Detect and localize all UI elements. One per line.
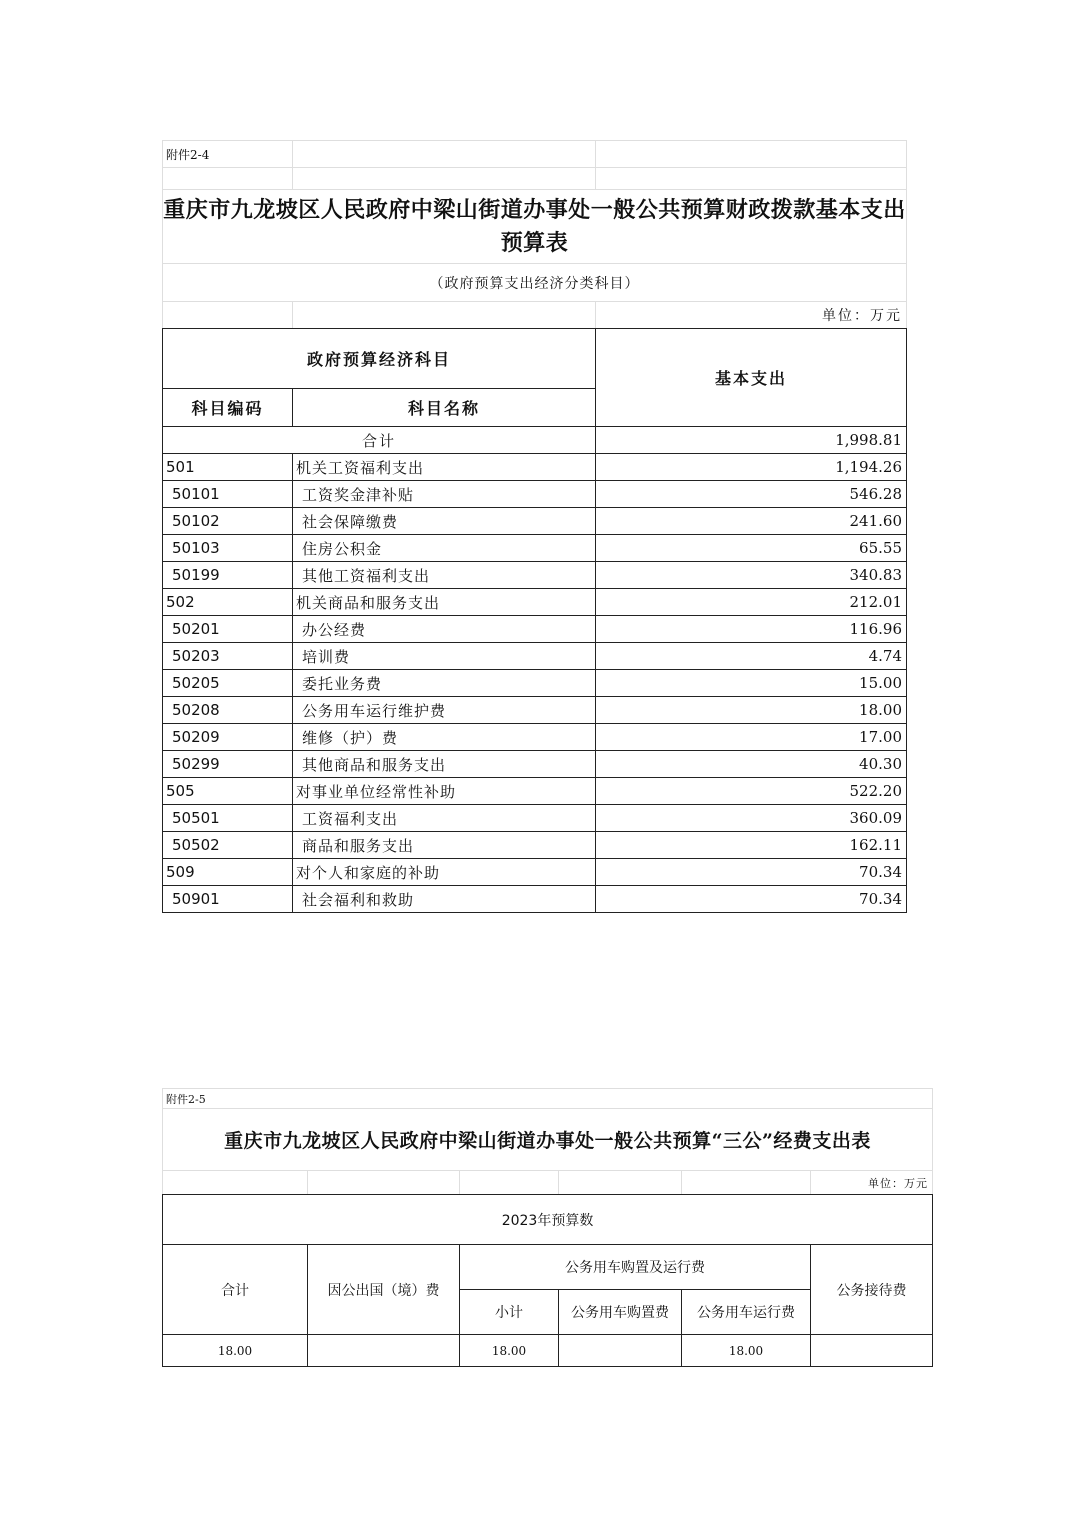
table-row bbox=[163, 562, 907, 589]
total-label: 合计 bbox=[163, 427, 596, 454]
subject-code: 50501 bbox=[163, 805, 293, 832]
value-subtotal: 18.00 bbox=[460, 1335, 559, 1367]
subject-name: 社会保障缴费 bbox=[293, 508, 596, 535]
subject-code: 50203 bbox=[163, 643, 293, 670]
table-row bbox=[163, 859, 907, 886]
table-title: 重庆市九龙坡区人民政府中梁山街道办事处一般公共预算“三公”经费支出表 bbox=[163, 1109, 933, 1171]
subject-code: 50208 bbox=[163, 697, 293, 724]
value-abroad bbox=[308, 1335, 460, 1367]
subject-code: 509 bbox=[163, 859, 293, 886]
expense-value: 360.09 bbox=[596, 805, 907, 832]
table-row bbox=[163, 481, 907, 508]
table-row bbox=[163, 805, 907, 832]
expense-value: 18.00 bbox=[596, 697, 907, 724]
subject-code: 502 bbox=[163, 589, 293, 616]
table-title: 重庆市九龙坡区人民政府中梁山街道办事处一般公共预算财政拨款基本支出预算表 bbox=[163, 190, 907, 264]
table-row bbox=[163, 454, 907, 481]
table-row bbox=[163, 751, 907, 778]
table-row bbox=[163, 589, 907, 616]
expense-value: 4.74 bbox=[596, 643, 907, 670]
table-row bbox=[163, 832, 907, 859]
subject-name: 其他商品和服务支出 bbox=[293, 751, 596, 778]
subject-code: 50502 bbox=[163, 832, 293, 859]
subject-name: 工资奖金津补贴 bbox=[293, 481, 596, 508]
table-subtitle: （政府预算支出经济分类科目） bbox=[163, 264, 907, 302]
subject-code: 505 bbox=[163, 778, 293, 805]
subject-name: 机关商品和服务支出 bbox=[293, 589, 596, 616]
subject-name: 对事业单位经常性补助 bbox=[293, 778, 596, 805]
total-value: 1,998.81 bbox=[596, 427, 907, 454]
table-row bbox=[163, 616, 907, 643]
table-row bbox=[163, 697, 907, 724]
expense-value: 70.34 bbox=[596, 886, 907, 913]
table-row bbox=[163, 724, 907, 751]
header-vehicle-purchase: 公务用车购置费 bbox=[559, 1290, 682, 1335]
value-vehicle-operation: 18.00 bbox=[682, 1335, 811, 1367]
subject-name: 商品和服务支出 bbox=[293, 832, 596, 859]
header-total: 合计 bbox=[163, 1245, 308, 1335]
expense-value: 15.00 bbox=[596, 670, 907, 697]
subject-name: 机关工资福利支出 bbox=[293, 454, 596, 481]
value-reception bbox=[811, 1335, 933, 1367]
header-basic-expense: 基本支出 bbox=[596, 329, 907, 427]
table-row bbox=[163, 643, 907, 670]
expense-value: 70.34 bbox=[596, 859, 907, 886]
subject-name: 社会福利和救助 bbox=[293, 886, 596, 913]
expense-value: 40.30 bbox=[596, 751, 907, 778]
subject-code: 50209 bbox=[163, 724, 293, 751]
subject-name: 住房公积金 bbox=[293, 535, 596, 562]
unit-label: 单位：万元 bbox=[596, 302, 907, 329]
header-vehicle-expense: 公务用车购置及运行费 bbox=[460, 1245, 811, 1290]
header-reception-expense: 公务接待费 bbox=[811, 1245, 933, 1335]
subject-code: 50205 bbox=[163, 670, 293, 697]
subject-name: 办公经费 bbox=[293, 616, 596, 643]
total-row bbox=[163, 427, 907, 454]
table-row bbox=[163, 886, 907, 913]
subject-code: 50103 bbox=[163, 535, 293, 562]
expense-value: 546.28 bbox=[596, 481, 907, 508]
expense-value: 212.01 bbox=[596, 589, 907, 616]
header-budget-year: 2023年预算数 bbox=[163, 1195, 933, 1245]
header-subject-name: 科目名称 bbox=[293, 389, 596, 427]
header-abroad-expense: 因公出国（境）费 bbox=[308, 1245, 460, 1335]
basic-expenditure-table bbox=[162, 140, 907, 913]
subject-name: 对个人和家庭的补助 bbox=[293, 859, 596, 886]
subject-code: 50101 bbox=[163, 481, 293, 508]
expense-value: 522.20 bbox=[596, 778, 907, 805]
expense-value: 241.60 bbox=[596, 508, 907, 535]
subject-name: 公务用车运行维护费 bbox=[293, 697, 596, 724]
expense-value: 65.55 bbox=[596, 535, 907, 562]
header-economic-subject: 政府预算经济科目 bbox=[163, 329, 596, 389]
table-row bbox=[163, 778, 907, 805]
table-row bbox=[163, 535, 907, 562]
subject-name: 培训费 bbox=[293, 643, 596, 670]
value-total: 18.00 bbox=[163, 1335, 308, 1367]
header-subtotal: 小计 bbox=[460, 1290, 559, 1335]
expense-value: 1,194.26 bbox=[596, 454, 907, 481]
value-vehicle-purchase bbox=[559, 1335, 682, 1367]
unit-label: 单位：万元 bbox=[811, 1171, 933, 1195]
header-subject-code: 科目编码 bbox=[163, 389, 293, 427]
subject-name: 委托业务费 bbox=[293, 670, 596, 697]
subject-code: 50901 bbox=[163, 886, 293, 913]
subject-name: 其他工资福利支出 bbox=[293, 562, 596, 589]
expense-value: 340.83 bbox=[596, 562, 907, 589]
header-vehicle-operation: 公务用车运行费 bbox=[682, 1290, 811, 1335]
subject-code: 50199 bbox=[163, 562, 293, 589]
subject-name: 维修（护）费 bbox=[293, 724, 596, 751]
subject-code: 501 bbox=[163, 454, 293, 481]
annex-label: 附件2-4 bbox=[163, 141, 293, 168]
annex-label: 附件2-5 bbox=[163, 1089, 933, 1109]
subject-name: 工资福利支出 bbox=[293, 805, 596, 832]
table-row bbox=[163, 670, 907, 697]
subject-code: 50102 bbox=[163, 508, 293, 535]
three-public-expenses-table bbox=[162, 1088, 933, 1367]
table-row bbox=[163, 508, 907, 535]
expense-value: 116.96 bbox=[596, 616, 907, 643]
subject-code: 50201 bbox=[163, 616, 293, 643]
table-row bbox=[163, 1335, 933, 1367]
subject-code: 50299 bbox=[163, 751, 293, 778]
expense-value: 162.11 bbox=[596, 832, 907, 859]
expense-value: 17.00 bbox=[596, 724, 907, 751]
